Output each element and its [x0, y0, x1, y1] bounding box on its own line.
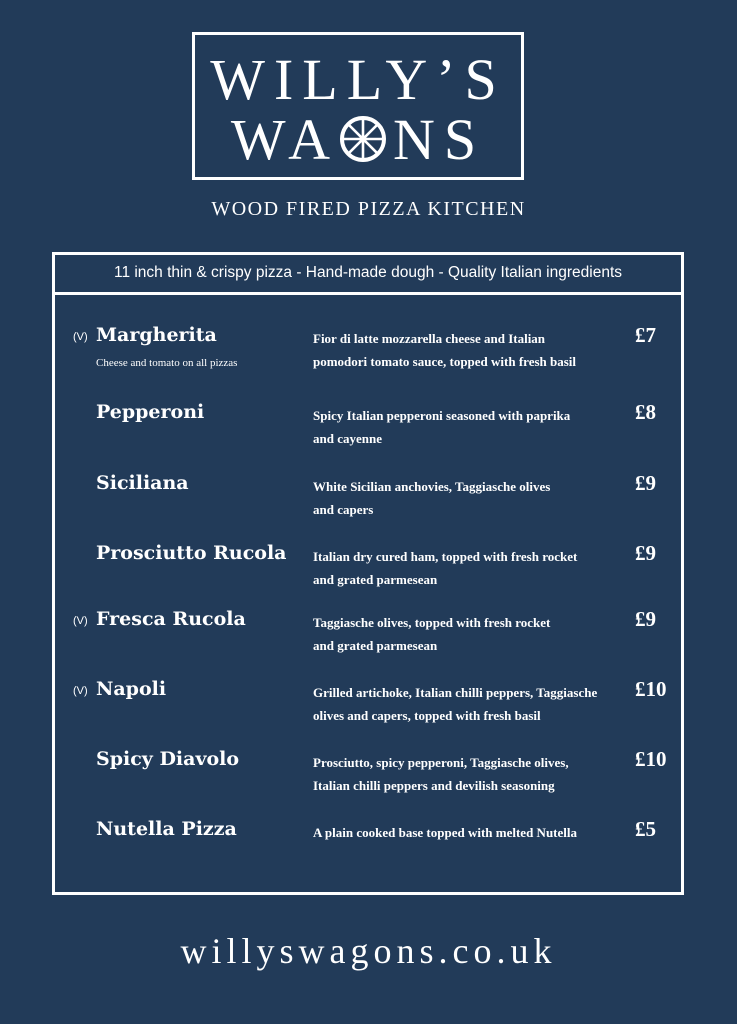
item-description [313, 821, 633, 844]
menu-item-nutella-pizza [55, 817, 681, 881]
item-description [313, 475, 633, 521]
item-price: £9 [635, 471, 656, 495]
item-note: Cheese and tomato on all pizzas [96, 357, 238, 369]
website-url: willyswagons.co.uk [180, 931, 557, 971]
item-description [313, 545, 633, 591]
item-price: £9 [635, 541, 656, 565]
item-description-line-1: Italian dry cured ham, topped with fresh rocket [313, 549, 578, 564]
wagon-wheel-icon [339, 115, 387, 163]
item-description [313, 611, 633, 657]
item-name: Siciliana [96, 472, 189, 494]
logo [192, 32, 524, 180]
item-description-line-1: Grilled artichoke, Italian chilli peppers, Taggiasche [313, 685, 598, 700]
item-price: £9 [635, 607, 656, 631]
item-price: £10 [635, 747, 667, 771]
item-description-line-1: White Sicilian anchovies, Taggiasche olives [313, 479, 551, 494]
vegetarian-badge: (V) [73, 331, 88, 343]
item-name: Nutella Pizza [96, 818, 237, 840]
item-description-line-2: and cayenne [313, 431, 382, 446]
logo-line-2-start: WA [230, 107, 340, 172]
item-name: Napoli [96, 678, 167, 700]
logo-line-1: WILLY’S [210, 47, 506, 112]
menu-header: 11 inch thin & crispy pizza - Hand-made dough - Quality Italian ingredients [55, 255, 681, 295]
item-description [313, 404, 633, 450]
item-price: £10 [635, 677, 667, 701]
logo-line-2 [195, 107, 521, 172]
item-description-line-2: Italian chilli peppers and devilish seasoning [313, 778, 555, 793]
item-price: £5 [635, 817, 656, 841]
menu-item-spicy-diavolo [55, 747, 681, 811]
item-description-line-2: olives and capers, topped with fresh basil [313, 708, 541, 723]
menu-item-fresca-rucola [55, 607, 681, 671]
item-name: Margherita [96, 324, 217, 346]
item-name: Prosciutto Rucola [96, 542, 287, 564]
menu-item-margherita [55, 323, 681, 387]
item-name: Pepperoni [96, 401, 205, 423]
item-description-line-2: and grated parmesean [313, 638, 438, 653]
item-description [313, 751, 633, 797]
menu-item-prosciutto-rucola [55, 541, 681, 605]
menu-item-napoli [55, 677, 681, 741]
item-description-line-1: A plain cooked base topped with melted Nutella [313, 825, 577, 840]
item-description-line-1: Spicy Italian pepperoni seasoned with paprika [313, 408, 571, 423]
item-price: £8 [635, 400, 656, 424]
menu-item-pepperoni [55, 400, 681, 464]
item-description [313, 681, 633, 727]
logo-line-2-end: NS [393, 107, 486, 172]
item-description-line-2: and capers [313, 502, 374, 517]
vegetarian-badge: (V) [73, 615, 88, 627]
vegetarian-badge: (V) [73, 685, 88, 697]
item-description-line-1: Prosciutto, spicy pepperoni, Taggiasche olives, [313, 755, 569, 770]
tagline: WOOD FIRED PIZZA KITCHEN [211, 198, 526, 220]
item-description-line-2: pomodori tomato sauce, topped with fresh basil [313, 354, 577, 369]
menu-item-siciliana [55, 471, 681, 535]
item-description-line-1: Taggiasche olives, topped with fresh rocket [313, 615, 551, 630]
item-price: £7 [635, 323, 656, 347]
item-description-line-1: Fior di latte mozzarella cheese and Italian [313, 331, 546, 346]
item-name: Spicy Diavolo [96, 748, 240, 770]
item-description [313, 327, 633, 373]
menu-frame [52, 252, 684, 895]
item-name: Fresca Rucola [96, 608, 246, 630]
item-description-line-2: and grated parmesean [313, 572, 438, 587]
